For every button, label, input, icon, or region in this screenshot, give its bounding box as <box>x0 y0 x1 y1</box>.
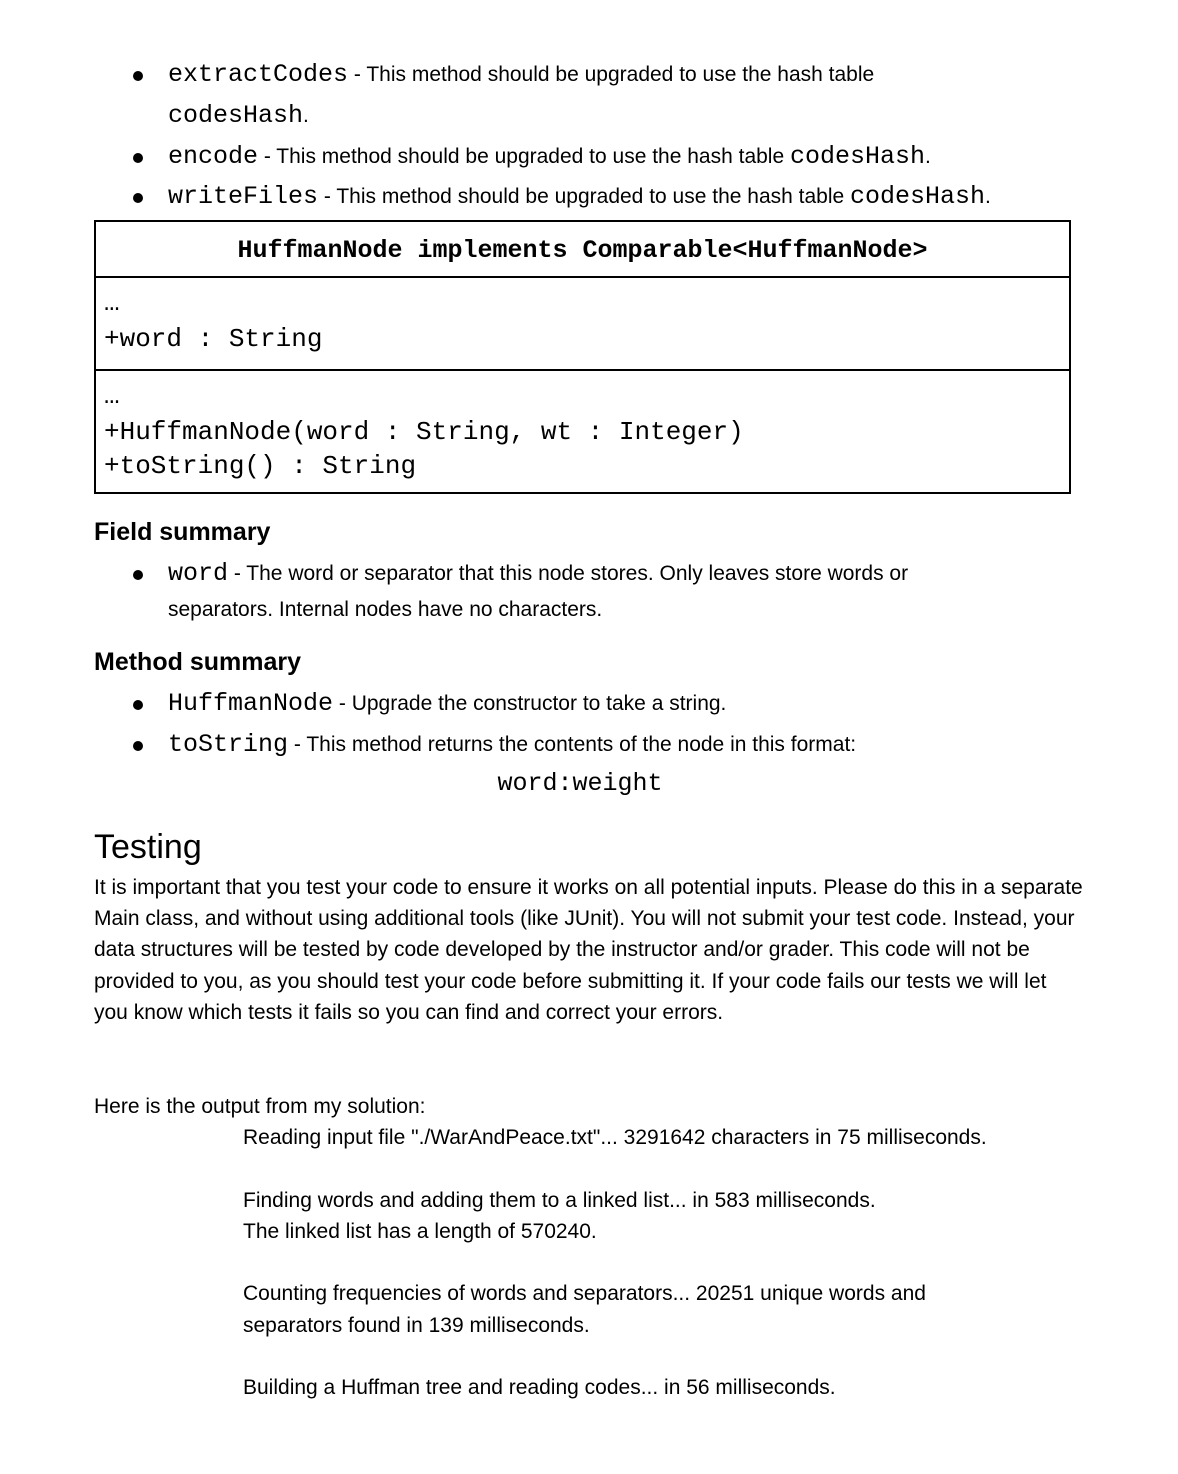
uml-class-diagram <box>94 220 1071 494</box>
list-item <box>168 55 874 95</box>
list-item <box>168 554 908 594</box>
testing-paragraph: It is important that you test your code to ensure it works on all potential inputs. Please do this in a separate Main class, and without using additional tools (like JUnit). You will not submit your test code. Instead, your data structures will be tested by code developed by the instructor and/or grader. This code will not be provided to you, as you should test your code before submitting it. If your code fails our tests we will let you know which tests it fails so you can find and correct your errors. <box>94 876 1083 1024</box>
item-text: - Upgrade the constructor to take a string. <box>333 692 727 715</box>
list-item-continued: separators. Internal nodes have no characters. <box>168 598 603 621</box>
uml-method: … <box>104 381 120 411</box>
output-line: Reading input file "./WarAndPeace.txt"... 3291642 characters in 75 milliseconds. <box>243 1126 987 1149</box>
item-text: - The word or separator that this node stores. Only leaves store words or <box>228 562 909 585</box>
item-text: - This method should be upgraded to use the hash table <box>348 63 875 86</box>
list-item <box>168 725 856 765</box>
bullet-icon <box>133 153 143 163</box>
list-item <box>168 137 931 177</box>
code-text: codesHash <box>850 182 986 211</box>
list-item-continued <box>168 96 309 136</box>
method-name: toString <box>168 730 289 759</box>
item-text: . <box>985 185 991 208</box>
method-name: extractCodes <box>168 60 349 89</box>
format-example: word:weight <box>497 769 663 798</box>
uml-field: … <box>104 288 120 318</box>
testing-heading: Testing <box>94 828 202 866</box>
item-text: - This method should be upgraded to use the hash table <box>318 185 851 208</box>
uml-methods <box>96 371 1069 492</box>
output-line: Counting frequencies of words and separators... 20251 unique words and <box>243 1282 926 1305</box>
output-line: Building a Huffman tree and reading codes... in 56 milliseconds. <box>243 1376 836 1399</box>
field-summary-heading: Field summary <box>94 518 271 546</box>
method-name: HuffmanNode <box>168 689 334 718</box>
item-text: . <box>303 104 309 127</box>
method-summary-heading: Method summary <box>94 648 301 676</box>
bullet-icon <box>133 193 143 203</box>
method-name: writeFiles <box>168 182 319 211</box>
item-text: - This method should be upgraded to use the hash table <box>258 145 790 168</box>
output-line: The linked list has a length of 570240. <box>243 1220 597 1243</box>
list-item <box>168 684 726 724</box>
bullet-icon <box>133 741 143 751</box>
bullet-icon <box>133 700 143 710</box>
uml-class-title: HuffmanNode implements Comparable<HuffmanNode> <box>96 222 1069 278</box>
uml-method: +toString() : String <box>104 451 417 481</box>
output-line: separators found in 139 milliseconds. <box>243 1314 590 1337</box>
output-line: Finding words and adding them to a linked list... in 583 milliseconds. <box>243 1189 876 1212</box>
item-text: - This method returns the contents of the node in this format: <box>288 733 857 756</box>
code-text: codesHash <box>790 142 926 171</box>
method-name: encode <box>168 142 259 171</box>
code-text: codesHash <box>168 101 304 130</box>
uml-fields <box>96 278 1069 371</box>
bullet-icon <box>133 570 143 580</box>
uml-field: +word : String <box>104 324 323 354</box>
list-item <box>168 177 991 217</box>
output-intro: Here is the output from my solution: <box>94 1095 426 1118</box>
bullet-icon <box>133 71 143 81</box>
item-text: . <box>925 145 931 168</box>
uml-method: +HuffmanNode(word : String, wt : Integer) <box>104 417 744 447</box>
field-name: word <box>168 559 229 588</box>
